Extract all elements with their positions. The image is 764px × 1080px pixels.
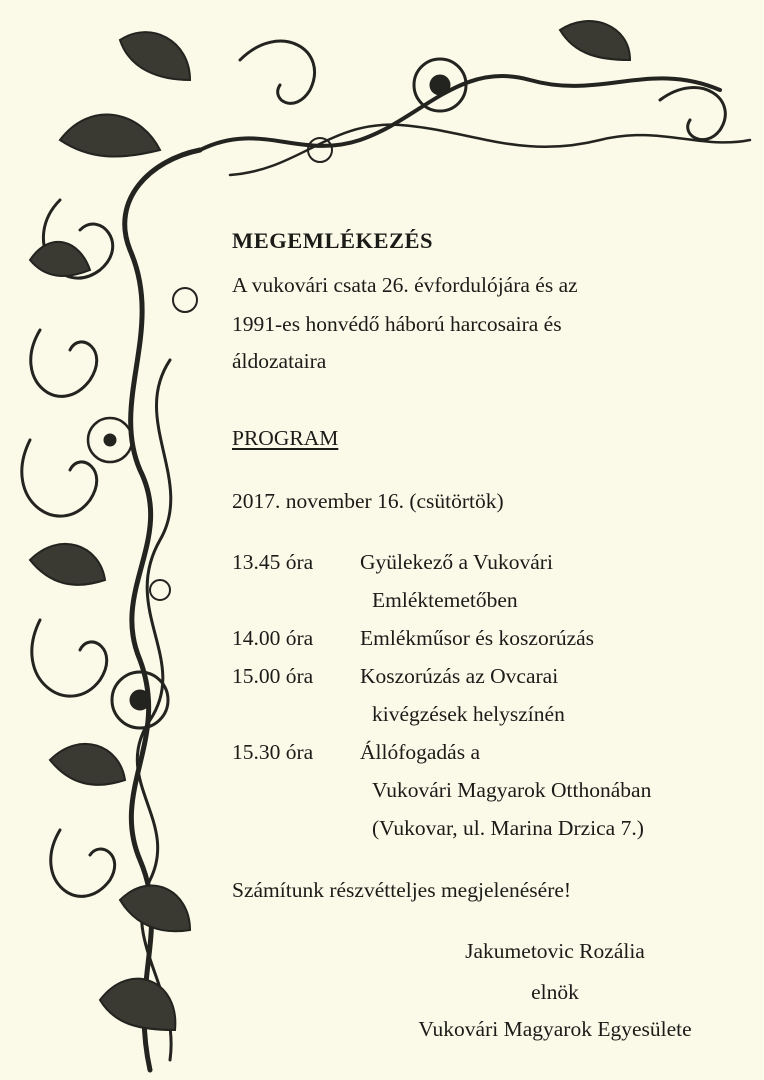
schedule-time: 14.00 óra	[232, 626, 314, 650]
schedule-item: kivégzések helyszínén	[372, 702, 565, 726]
closing-line: Számítunk részvétteljes megjelenésére!	[232, 878, 572, 902]
schedule-time: 15.00 óra	[232, 664, 314, 688]
signature-organization: Vukovári Magyarok Egyesülete	[418, 1017, 692, 1041]
signature-name: Jakumetovic Rozália	[465, 939, 645, 963]
signature-role: elnök	[531, 980, 579, 1004]
intro-line: áldozataira	[232, 349, 327, 373]
page-title: MEGEMLÉKEZÉS	[232, 228, 434, 253]
schedule-time: 13.45 óra	[232, 550, 314, 574]
schedule-item: Vukovári Magyarok Otthonában	[372, 778, 652, 802]
schedule-item: (Vukovar, ul. Marina Drzica 7.)	[372, 816, 644, 840]
intro-line: A vukovári csata 26. évfordulójára és az	[232, 273, 578, 297]
schedule-item: Emlékműsor és koszorúzás	[360, 626, 595, 650]
event-date: 2017. november 16. (csütörtök)	[232, 489, 504, 513]
schedule-item: Állófogadás a	[360, 740, 481, 764]
schedule-time: 15.30 óra	[232, 740, 314, 764]
intro-line: 1991-es honvédő háború harcosaira és	[232, 312, 562, 336]
schedule-item: Emléktemetőben	[372, 588, 518, 612]
schedule-item: Koszorúzás az Ovcarai	[360, 664, 559, 688]
schedule-item: Gyülekező a Vukovári	[360, 550, 553, 574]
program-heading: PROGRAM	[232, 426, 339, 450]
